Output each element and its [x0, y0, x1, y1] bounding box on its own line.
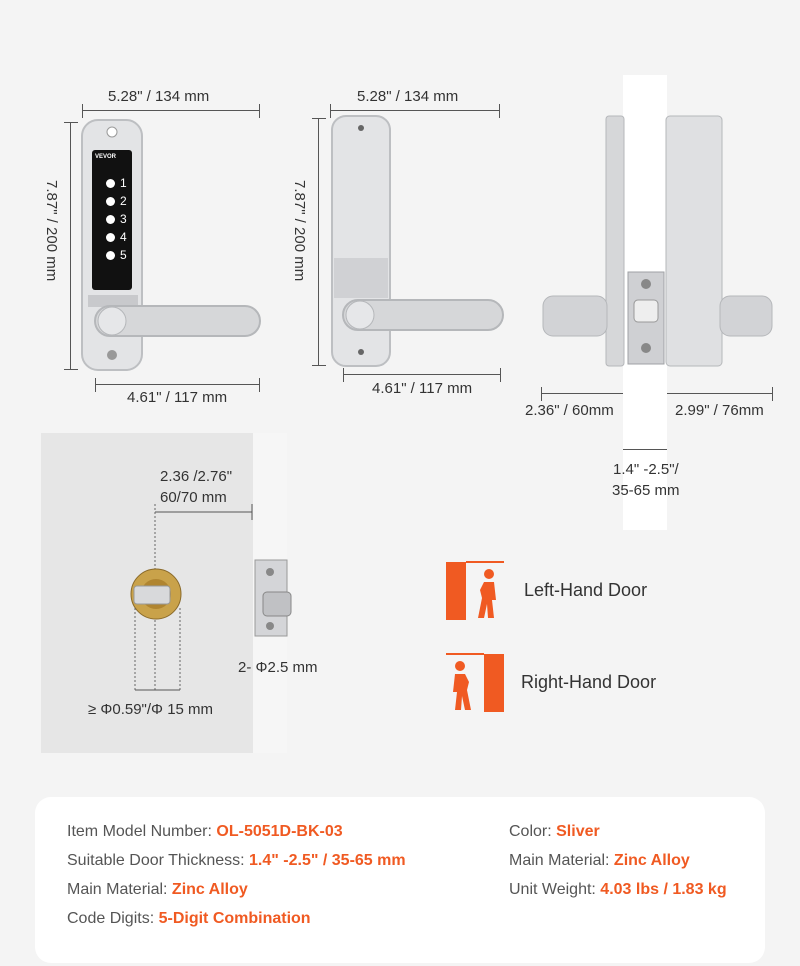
spec-unit-weight: Unit Weight: 4.03 lbs / 1.83 kg — [509, 881, 727, 898]
back-height-label: 7.87" / 200 mm — [291, 180, 308, 282]
side-thickness-line — [623, 449, 667, 450]
hole-label: ≥ Φ0.59"/Φ 15 mm — [88, 701, 214, 718]
brand-logo: VEVOR — [95, 154, 117, 160]
side-thickness-label-2: 35-65 mm — [612, 482, 680, 499]
keypad-key[interactable]: 2 — [106, 194, 127, 208]
keypad-key[interactable]: 3 — [106, 212, 127, 226]
spec-main-material-right: Main Material: Zinc Alloy — [509, 852, 690, 869]
install-illustration — [0, 0, 330, 760]
spec-color: Color: Sliver — [509, 823, 600, 840]
left-hand-door-label: Left-Hand Door — [524, 580, 648, 600]
front-width-label: 5.28" / 134 mm — [108, 88, 210, 105]
back-lever-label: 4.61" / 117 mm — [372, 380, 473, 397]
front-lever-label: 4.61" / 117 mm — [127, 389, 228, 406]
side-left-label: 2.36" / 60mm — [525, 402, 614, 419]
side-right-label: 2.99" / 76mm — [675, 402, 764, 419]
back-width-label: 5.28" / 134 mm — [357, 88, 459, 105]
side-right-tick — [772, 387, 773, 401]
side-left-line — [541, 393, 623, 394]
spec-main-material: Main Material: Zinc Alloy — [67, 881, 248, 898]
spec-card — [35, 797, 765, 963]
spec-model-number: Item Model Number: OL-5051D-BK-03 — [67, 823, 343, 840]
side-thickness-label-1: 1.4" -2.5"/ — [613, 461, 679, 478]
spec-door-thickness: Suitable Door Thickness: 1.4" -2.5" / 35-65 mm — [67, 852, 406, 869]
right-hand-door-label: Right-Hand Door — [521, 672, 657, 692]
backset-label-1: 2.36 /2.76" — [160, 468, 233, 485]
backset-label-2: 60/70 mm — [160, 489, 227, 506]
keypad-key[interactable]: 1 — [106, 176, 127, 190]
front-height-label: 7.87" / 200 mm — [43, 180, 60, 282]
keypad-key[interactable]: 5 — [106, 248, 127, 262]
side-left-tick — [541, 387, 542, 401]
side-right-line — [667, 393, 773, 394]
keypad-key[interactable]: 4 — [106, 230, 127, 244]
spec-code-digits: Code Digits: 5-Digit Combination — [67, 910, 311, 927]
screw-label: 2- Φ2.5 mm — [238, 659, 318, 676]
